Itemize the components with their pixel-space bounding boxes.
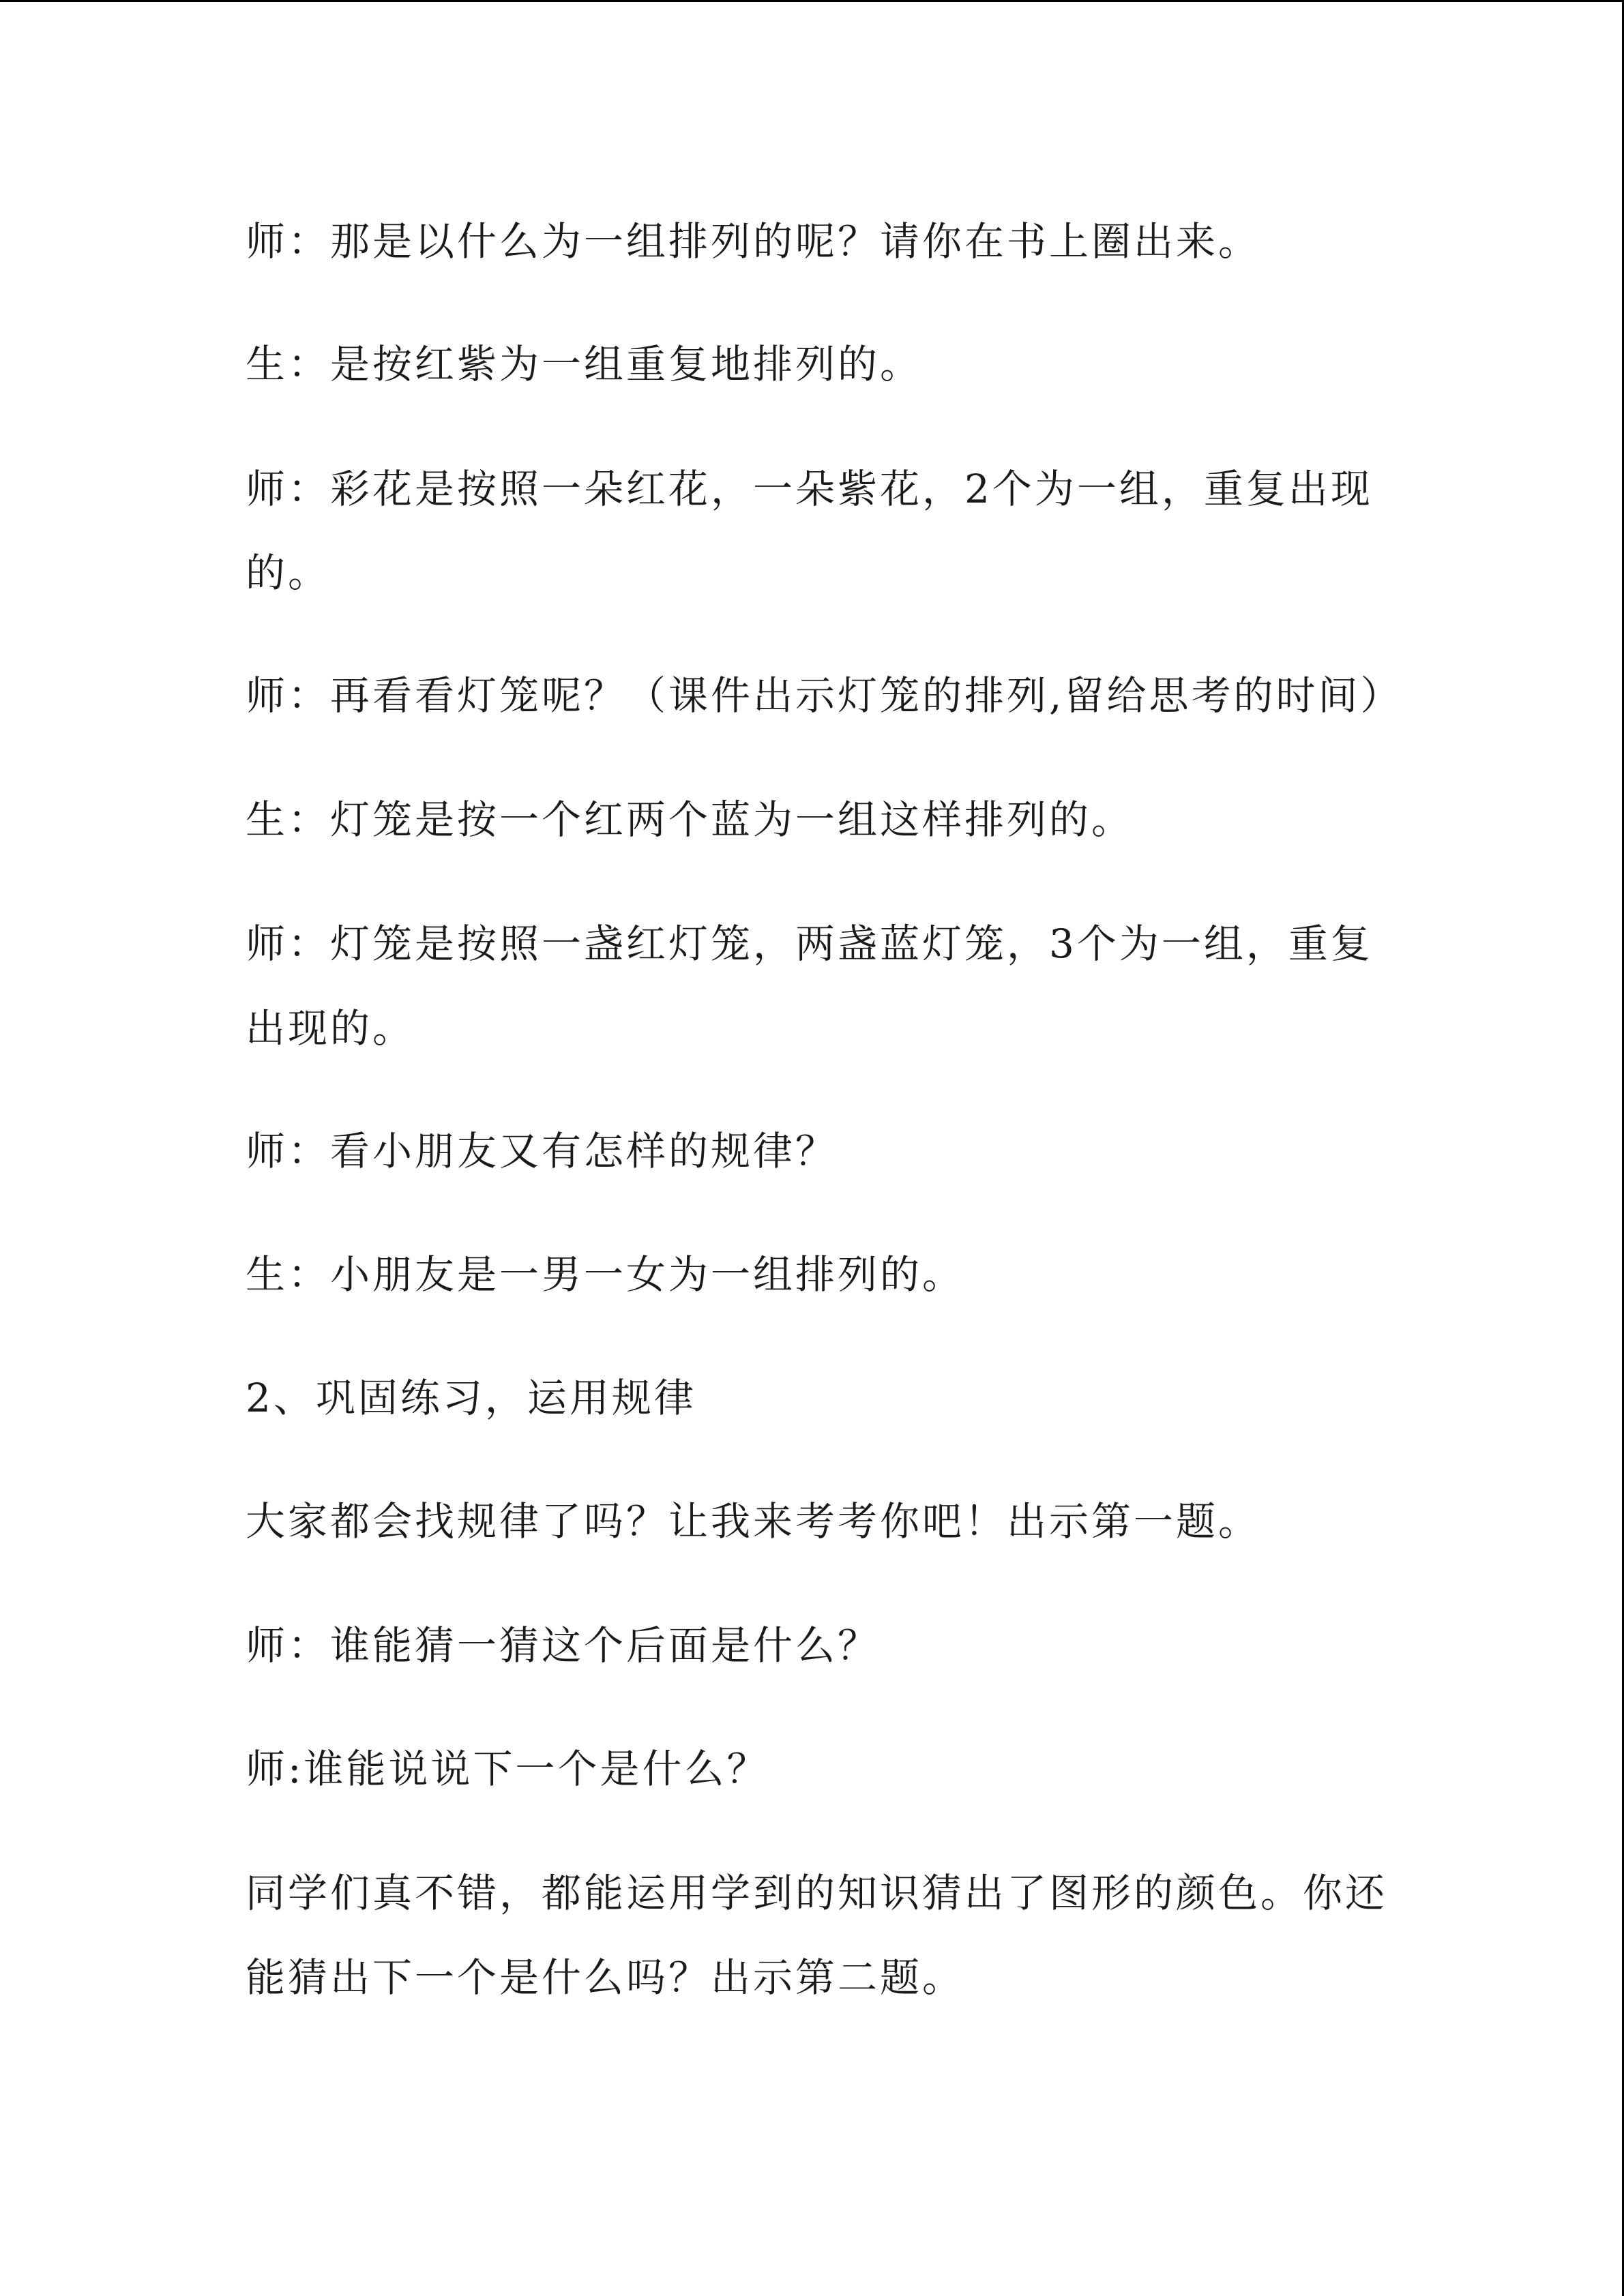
paragraph-line: 能猜出下一个是什么吗？出示第二题。 [246,1954,965,2001]
paragraph-line: 同学们真不错，都能运用学到的知识猜出了图形的颜色。你还 [246,1870,1388,1916]
paragraph-line: 师：谁能猜一猜这个后面是什么？ [246,1622,881,1669]
paragraph-line: 师：那是以什么为一组排列的呢？请你在书上圈出来。 [246,218,1261,265]
paragraph-line: 的。 [246,550,331,596]
paragraph-line: 大家都会找规律了吗？让我来考考你吧！出示第一题。 [246,1498,1261,1545]
paragraph-line: 生：是按红紫为一组重复地排列的。 [246,341,923,387]
paragraph-line: 生：小朋友是一男一女为一组排列的。 [246,1251,965,1298]
paragraph-line: 生：灯笼是按一个红两个蓝为一组这样排列的。 [246,796,1134,843]
paragraph-line: 师:谁能说说下一个是什么？ [246,1746,769,1792]
paragraph-line: 出现的。 [246,1005,415,1052]
section-heading: 2、巩固练习，运用规律 [246,1375,696,1421]
paragraph-line: 师：灯笼是按照一盏红灯笼，两盏蓝灯笼，3个为一组，重复 [246,921,1373,967]
paragraph-line: 师：彩花是按照一朵红花，一朵紫花，2个为一组，重复出现 [246,466,1373,512]
paragraph-line: 师：再看看灯笼呢？（课件出示灯笼的排列,留给思考的时间） [246,672,1403,719]
paragraph-line: 师：看小朋友又有怎样的规律？ [246,1128,838,1174]
